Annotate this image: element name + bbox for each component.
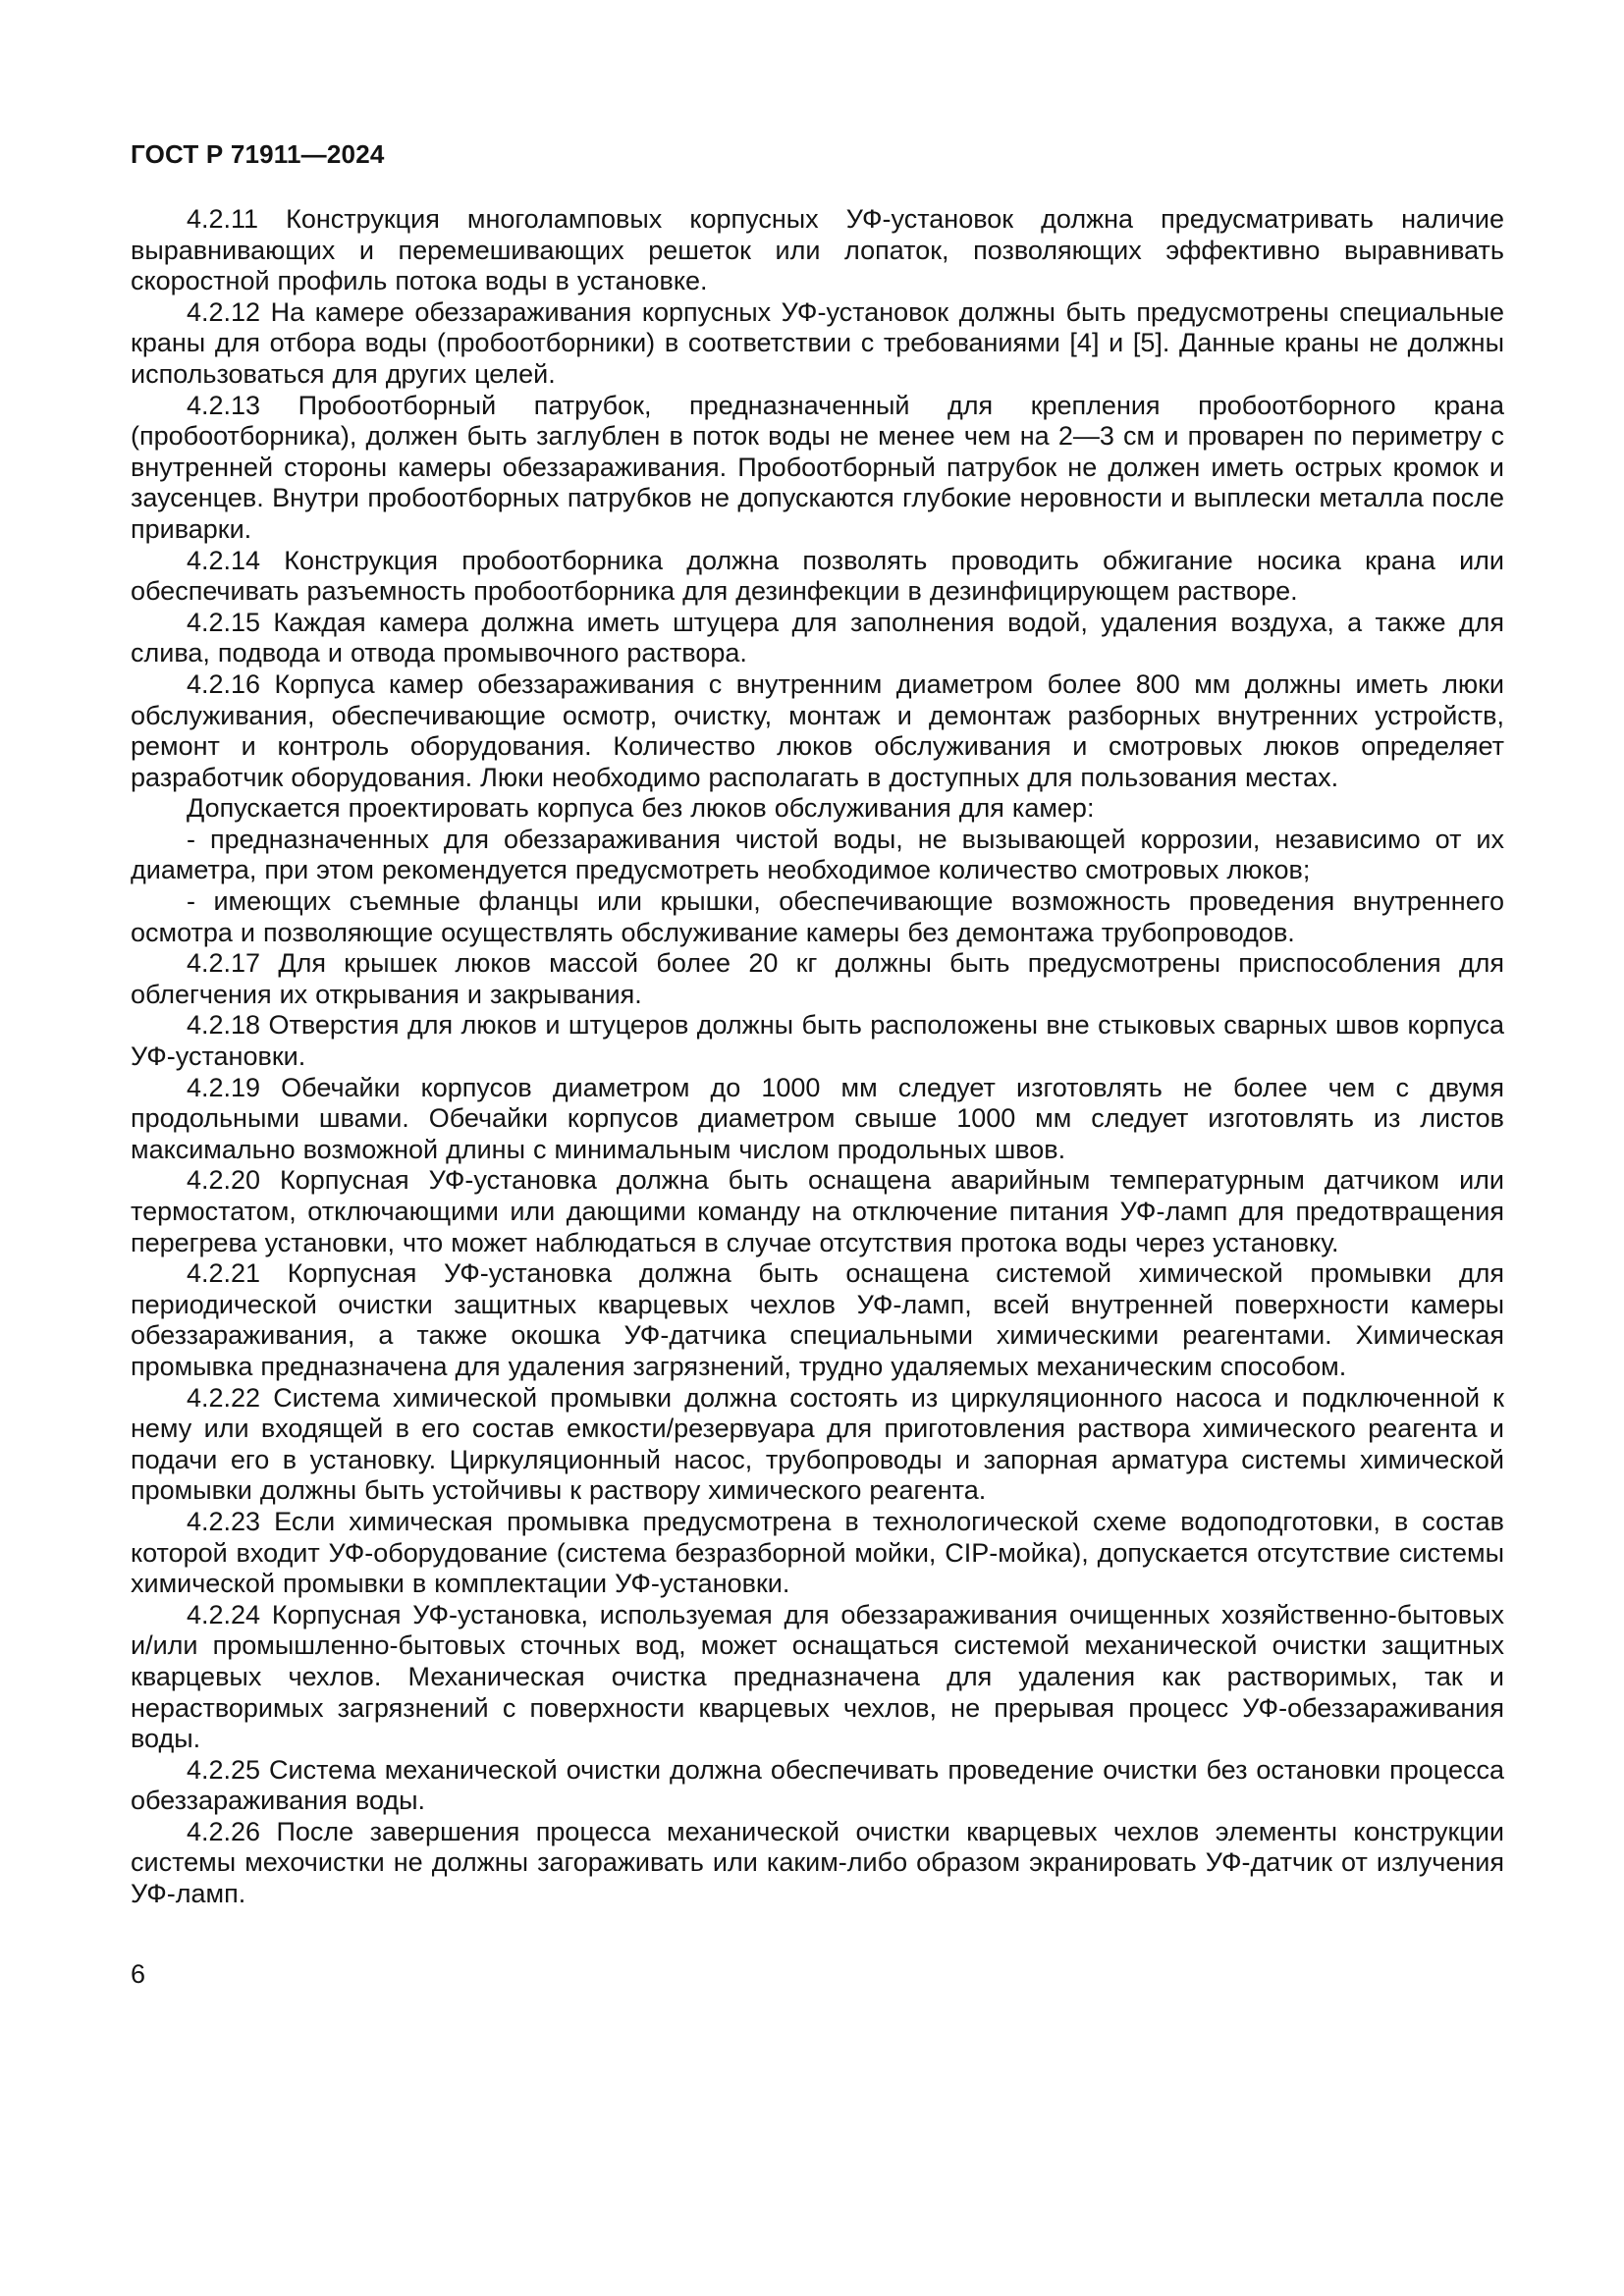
list-item: - имеющих съемные фланцы или крышки, обеспечивающие возможность проведения внутреннего осмотра и позволяющие осуществлять обслуживание камеры без демонтажа трубопроводов. [131,886,1504,947]
page-number: 6 [131,1958,146,1989]
paragraph: 4.2.25 Система механической очистки должна обеспечивать проведение очистки без остановки процесса обеззараживания воды. [131,1754,1504,1816]
list-item: - предназначенных для обеззараживания чистой воды, не вызывающей коррозии, независимо от их диаметра, при этом рекомендуется предусмотреть необходимое количество смотровых люков; [131,824,1504,885]
paragraph: 4.2.22 Система химической промывки должна состоять из циркуляционного насоса и подключенной к нему или входящей в его состав емкости/резервуара для приготовления раствора химического реагента и подачи его в установку. Циркуляционный насос, трубопроводы и запорная арматура системы химической промывки должны быть устойчивы к раствору химического реагента. [131,1382,1504,1506]
paragraph: 4.2.19 Обечайки корпусов диаметром до 1000 мм следует изготовлять не более чем с двумя продольными швами. Обечайки корпусов диаметром свыше 1000 мм следует изготовлять из листов максимально возможной длины с минимальным числом продольных швов. [131,1072,1504,1164]
paragraph: 4.2.26 После завершения процесса механической очистки кварцевых чехлов элементы конструкции системы мехочистки не должны загораживать или каким-либо образом экранировать УФ-датчик от излучения УФ-ламп. [131,1816,1504,1909]
paragraph: 4.2.18 Отверстия для люков и штуцеров должны быть расположены вне стыковых сварных швов корпуса УФ-установки. [131,1010,1504,1072]
paragraph: 4.2.11 Конструкция многоламповых корпусных УФ-установок должна предусматривать наличие выравнивающих и перемешивающих решеток или лопаток, позволяющих эффективно выравнивать скоростной профиль потока воды в установке. [131,204,1504,296]
paragraph: 4.2.13 Пробоотборный патрубок, предназначенный для крепления пробоотборного крана (пробоотборника), должен быть заглублен в поток воды не менее чем на 2—3 см и проварен по периметру с внутренней стороны камеры обеззараживания. Пробоотборный патрубок не должен иметь острых кромок и заусенцев. Внутри пробоотборных патрубков не допускаются глубокие неровности и выплески металла после приварки. [131,390,1504,544]
paragraph: 4.2.20 Корпусная УФ-установка должна быть оснащена аварийным температурным датчиком или термостатом, отключающими или дающими команду на отключение питания УФ-ламп для предотвращения перегрева установки, что может наблюдаться в случае отсутствия протока воды через установку. [131,1165,1504,1257]
paragraph: 4.2.21 Корпусная УФ-установка должна быть оснащена системой химической промывки для периодической очистки защитных кварцевых чехлов УФ-ламп, всей внутренней поверхности камеры обеззараживания, а также окошка УФ-датчика специальными химическими реагентами. Химическая промывка предназначена для удаления загрязнений, трудно удаляемых механическим способом. [131,1258,1504,1381]
paragraph: 4.2.23 Если химическая промывка предусмотрена в технологической схеме водоподготовки, в состав которой входит УФ-оборудование (система безразборной мойки, CIP-мойка), допускается отсутствие системы химической промывки в комплектации УФ-установки. [131,1506,1504,1599]
paragraph: Допускается проектировать корпуса без люков обслуживания для камер: [187,793,1095,824]
document-body [131,204,1504,1910]
doc-number: ГОСТ Р 71911—2024 [131,139,385,169]
paragraph: 4.2.14 Конструкция пробоотборника должна позволять проводить обжигание носика крана или обеспечивать разъемность пробоотборника для дезинфекции в дезинфицирующем растворе. [131,545,1504,607]
paragraph: 4.2.15 Каждая камера должна иметь штуцера для заполнения водой, удаления воздуха, а также для слива, подвода и отвода промывочного раствора. [131,607,1504,668]
paragraph: 4.2.24 Корпусная УФ-установка, используемая для обеззараживания очищенных хозяйственно-бытовых и/или промышленно-бытовых сточных вод, может оснащаться системой механической очистки защитных кварцевых чехлов. Механическая очистка предназначена для удаления как растворимых, так и нерастворимых загрязнений с поверхности кварцевых чехлов, не прерывая процесс УФ-обеззараживания воды. [131,1599,1504,1754]
paragraph: 4.2.12 На камере обеззараживания корпусных УФ-установок должны быть предусмотрены специальные краны для отбора воды (пробоотборники) в соответствии с требованиями [4] и [5]. Данные краны не должны использоваться для других целей. [131,296,1504,389]
paragraph: 4.2.17 Для крышек люков массой более 20 кг должны быть предусмотрены приспособления для облегчения их открывания и закрывания. [131,948,1504,1009]
paragraph: 4.2.16 Корпуса камер обеззараживания с внутренним диаметром более 800 мм должны иметь люки обслуживания, обеспечивающие осмотр, очистку, монтаж и демонтаж разборных внутренних устройств, ремонт и контроль оборудования. Количество люков обслуживания и смотровых люков определяет разработчик оборудования. Люки необходимо располагать в доступных для пользования местах. [131,668,1504,792]
